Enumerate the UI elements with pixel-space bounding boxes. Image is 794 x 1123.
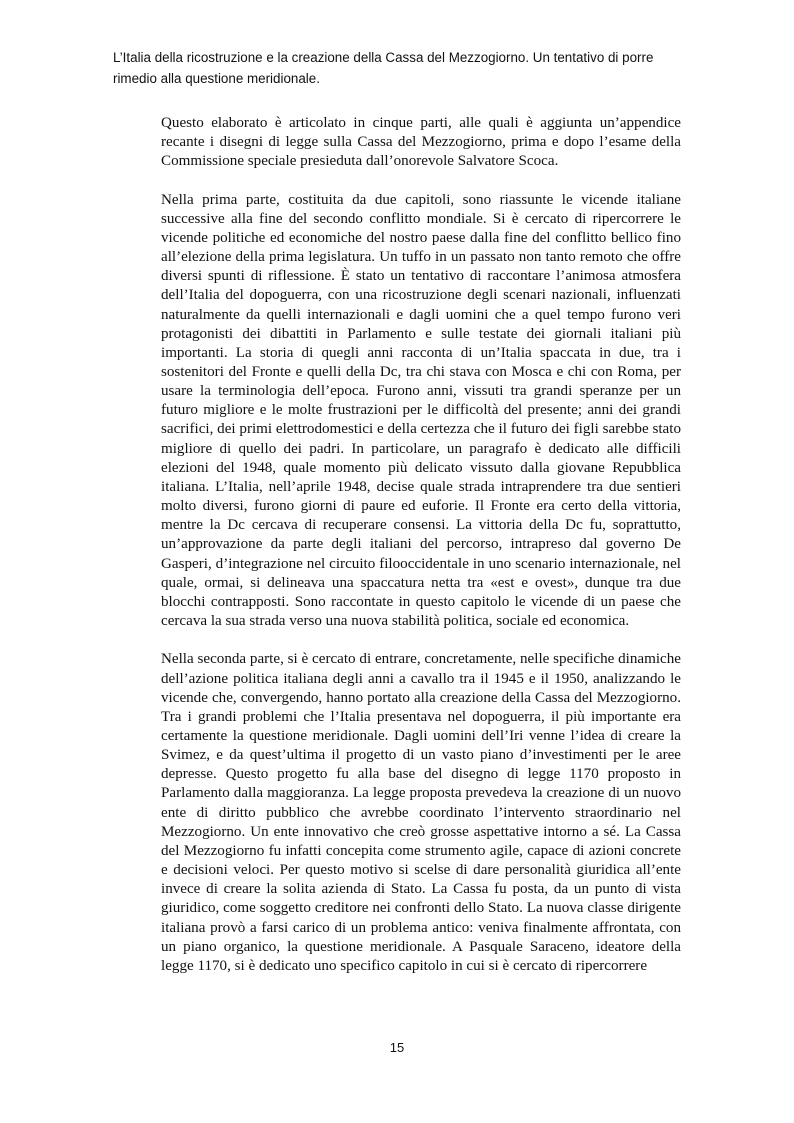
header-line-1: L’Italia della ricostruzione e la creazione della Cassa del Mezzogiorno. Un tentativo di porre bbox=[113, 50, 654, 65]
paragraph-part-two: Nella seconda parte, si è cercato di entrare, concretamente, nelle specifiche dinamiche dell’azione politica italiana degli anni a cavallo tra il 1945 e il 1950, analizzando le vicende che, convergendo, hanno portato alla creazione della Cassa del Mezzogiorno. Tra i grandi problemi che l’Italia presentava nel dopoguerra, il più importante era certamente la questione meridionale. Dagli uomini dell’Iri venne l’idea di creare la Svimez, e da quest’ultima il progetto di un vasto piano d’investimenti per le aree depresse. Questo progetto fu alla base del disegno di legge 1170 proposto in Parlamento dalla maggioranza. La legge proposta prevedeva la creazione di un nuovo ente di diritto pubblico che avrebbe coordinato l’intervento straordinario nel Mezzogiorno. Un ente innovativo che creò grosse aspettative intorno a sé. La Cassa del Mezzogiorno fu infatti concepita come strumento agile, capace di azioni concrete e decisioni veloci. Per questo motivo si scelse di dare personalità giuridica all’ente invece di creare la solita azienda di Stato. La Cassa fu posta, da un punto di vista giuridico, come soggetto creditore nei confronti dello Stato. La nuova classe dirigente italiana provò a farsi carico di un problema antico: veniva finalmente affrontata, con un piano organico, la questione meridionale. A Pasquale Saraceno, ideatore della legge 1170, si è dedicato uno specifico capitolo in cui si è cercato di ripercorrere bbox=[161, 651, 681, 974]
running-header bbox=[113, 47, 683, 89]
paragraph-part-one: Nella prima parte, costituita da due capitoli, sono riassunte le vicende italiane successive alla fine del secondo conflitto mondiale. Si è cercato di ripercorrere le vicende politiche ed economiche del nostro paese dalla fine del conflitto bellico fino all’elezione della prima legislatura. Un tuffo in un passato non tanto remoto che offre diversi spunti di riflessione. È stato un tentativo di raccontare l’animosa atmosfera dell’Italia del dopoguerra, con una ricostruzione degli scenari nazionali, influenzati naturalmente da quelli internazionali e dagli uomini che a quel tempo furono veri protagonisti dei dibattiti in Parlamento e sulle testate dei giornali italiani più importanti. La storia di quegli anni racconta di un’Italia spaccata in due, tra i sostenitori del Fronte e quelli della Dc, tra chi stava con Mosca e chi con Roma, per usare la terminologia dell’epoca. Furono anni, vissuti tra grandi speranze per un futuro migliore e le molte frustrazioni per le difficoltà del presente; anni dei grandi sacrifici, dei primi elettrodomestici e della certezza che il futuro dei figli sarebbe stato migliore di quello dei padri. In particolare, un paragrafo è dedicato alle difficili elezioni del 1948, quale momento più delicato vissuto dalla giovane Repubblica italiana. L’Italia, nell’aprile 1948, decise quale strada intraprendere tra due sentieri molto diversi, furono giorni di paure ed euforie. Il Fronte era certo della vittoria, mentre la Dc cercava di recuperare consensi. La vittoria della Dc fu, soprattutto, un’approvazione da parte degli italiani del percorso, intrapreso dal governo De Gasperi, d’integrazione nel circuito filooccidentale in uno scenario internazionale, nel quale, ormai, si delineava una spaccatura netta tra «est e ovest», dunque tra due blocchi contrapposti. Sono raccontate in questo capitolo le vicende di un paese che cercava la sua strada verso una nuova stabilità politica, sociale ed economica. bbox=[161, 191, 681, 630]
header-line-2: rimedio alla questione meridionale. bbox=[113, 71, 320, 86]
page-number: 15 bbox=[389, 1040, 405, 1055]
body-text bbox=[161, 114, 681, 995]
paragraph-intro: Questo elaborato è articolato in cinque parti, alle quali è aggiunta un’appendice recante i disegni di legge sulla Cassa del Mezzogiorno, prima e dopo l’esame della Commissione speciale presieduta dall’onorevole Salvatore Scoca. bbox=[161, 115, 681, 170]
